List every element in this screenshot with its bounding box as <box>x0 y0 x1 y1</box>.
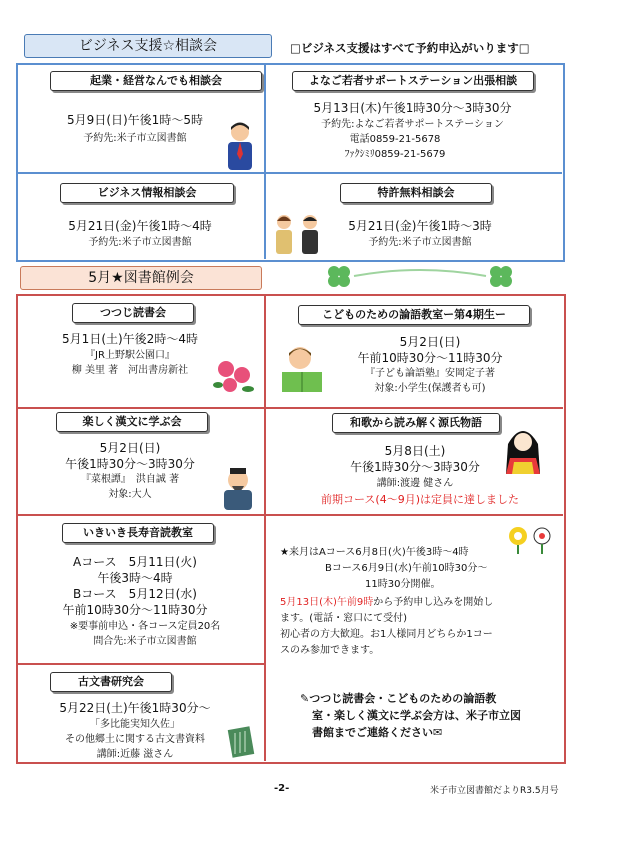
label-yonago-support: よなご若者サポートステーション出張相談 <box>292 71 534 91</box>
label-komonjo: 古文書研究会 <box>50 672 172 692</box>
events-divider-v <box>264 295 266 761</box>
next-reservation-line <box>280 595 550 611</box>
label-genji: 和歌から読み解く源氏物語 <box>332 413 500 433</box>
flower-characters-icon <box>506 524 556 554</box>
business-grid-divider-v <box>264 64 266 259</box>
ondoku-note: ※要事前申込・各コース定員20名 <box>69 621 221 632</box>
child-reading-icon <box>276 344 328 394</box>
komonjo-lecturer: 講師:近藤 滋さん <box>96 749 174 760</box>
label-kanbun: 楽しく漢文に学ぶ会 <box>56 412 208 432</box>
kanbun-date: 5月2日(日) <box>99 441 161 455</box>
business-info-contact: 予約先:米子市立図書館 <box>88 237 192 248</box>
events-divider-h2 <box>17 514 563 516</box>
genji-lecturer: 講師:渡邊 健さん <box>376 478 454 489</box>
next-limit: スのみ参加できます。 <box>280 645 380 656</box>
rongo-time: 午前10時30分～11時30分 <box>357 351 503 365</box>
yonago-fax: ﾌｧｸｼﾐﾘ0859-21-5679 <box>344 149 446 160</box>
events-divider-h1 <box>17 407 563 409</box>
komonjo-date: 5月22日(土)午後1時30分～ <box>59 701 211 715</box>
rongo-target: 対象:小学生(保護者も可) <box>374 383 486 394</box>
kigyo-date: 5月9日(日)午後1時～5時 <box>67 113 203 127</box>
issue-label: 米子市立図書館だよりR3.5月号 <box>430 786 559 796</box>
next-course-b-end: 11時30分開催。 <box>365 579 441 590</box>
tsutsuji-date: 5月1日(土)午後2時～4時 <box>62 332 198 346</box>
yonago-date: 5月13日(木)午後1時30分～3時30分 <box>313 101 512 115</box>
contact-note-line-2: 室・楽しく漢文に学ぶ会方は、米子市立図 <box>312 709 521 722</box>
tsutsuji-author: 柳 美里 著 河出書房新社 <box>71 365 189 376</box>
tsutsuji-book: 『JR上野駅公園口』 <box>85 350 175 361</box>
yonago-phone: 電話0859-21-5678 <box>349 134 441 145</box>
ondoku-course-b-time: 午前10時30分～11時30分 <box>62 603 208 617</box>
komonjo-materials: その他郷土に関する古文書資料 <box>65 734 205 745</box>
next-course-a: ★来月はAコース6月8日(火)午後3時～4時 <box>280 547 469 558</box>
business-reservation-note: □ビジネス支援はすべて予約申込がいります□ <box>290 41 530 55</box>
businessman-icon <box>220 120 260 172</box>
yonago-contact: 予約先:よなご若者サポートステーション <box>321 119 504 130</box>
next-reservation-start: 5月13日(木)午前9時 <box>280 597 374 608</box>
confucius-icon <box>218 466 258 512</box>
kanbun-target: 対象:大人 <box>108 489 152 500</box>
kigyo-contact: 予約先:米子市立図書館 <box>83 133 187 144</box>
events-section-title: 5月★図書館例会 <box>20 266 262 290</box>
label-kigyo-keiei: 起業・経営なんでも相談会 <box>50 71 262 91</box>
azalea-flower-icon <box>212 355 256 395</box>
clover-decoration-icon <box>320 262 520 288</box>
ondoku-course-b: Bコース 5月12日(水) <box>73 587 197 601</box>
genji-date: 5月8日(土) <box>384 444 446 458</box>
genji-full-notice: 前期コース(4～9月)は定員に達しました <box>320 493 520 506</box>
business-section-title: ビジネス支援☆相談会 <box>24 34 272 58</box>
label-rongo: こどものための論語教室ー第4期生ー <box>298 305 530 325</box>
tokkyo-date: 5月21日(金)午後1時～3時 <box>348 219 492 233</box>
next-reception: ます。(電話・窓口にて受付) <box>280 613 408 624</box>
business-info-date: 5月21日(金)午後1時～4時 <box>68 219 212 233</box>
rongo-date: 5月2日(日) <box>399 335 461 349</box>
next-course-b: Bコース6月9日(水)午前10時30分～ <box>325 563 488 574</box>
page-number: -2- <box>274 783 290 794</box>
genji-time: 午後1時30分～3時30分 <box>350 460 480 474</box>
next-welcome: 初心者の方大歓迎。お1人様同月どちらか1コー <box>280 629 493 640</box>
next-reservation-text: から予約申し込みを開始し <box>373 597 494 608</box>
label-business-info: ビジネス情報相談会 <box>60 183 234 203</box>
business-people-icon <box>270 212 330 258</box>
ondoku-course-a: Aコース 5月11日(火) <box>73 555 197 569</box>
heian-lady-icon <box>500 424 546 476</box>
business-grid-divider-h <box>17 172 562 174</box>
contact-note-line-3: 書館までご連絡ください✉ <box>312 726 443 739</box>
ondoku-contact: 問合先:米子市立図書館 <box>93 636 197 647</box>
contact-note <box>300 690 562 741</box>
events-divider-h3 <box>17 663 265 665</box>
kanbun-book: 『菜根譚』 洪自誠 著 <box>80 474 180 485</box>
scroll-document-icon <box>226 724 256 760</box>
komonjo-book: 「多比能実知久佐」 <box>90 719 180 730</box>
ondoku-course-a-time: 午後3時～4時 <box>97 571 173 585</box>
tokkyo-contact: 予約先:米子市立図書館 <box>368 237 472 248</box>
label-tsutsuji: つつじ読書会 <box>72 303 194 323</box>
rongo-book: 『子ども論語塾』安岡定子著 <box>365 368 495 379</box>
kanbun-time: 午後1時30分～3時30分 <box>65 457 195 471</box>
contact-note-line-1: ✎つつじ読書会・こどものための論語教 <box>300 692 497 705</box>
label-tokkyo: 特許無料相談会 <box>340 183 492 203</box>
label-ondoku: いきいき長寿音読教室 <box>62 523 214 543</box>
